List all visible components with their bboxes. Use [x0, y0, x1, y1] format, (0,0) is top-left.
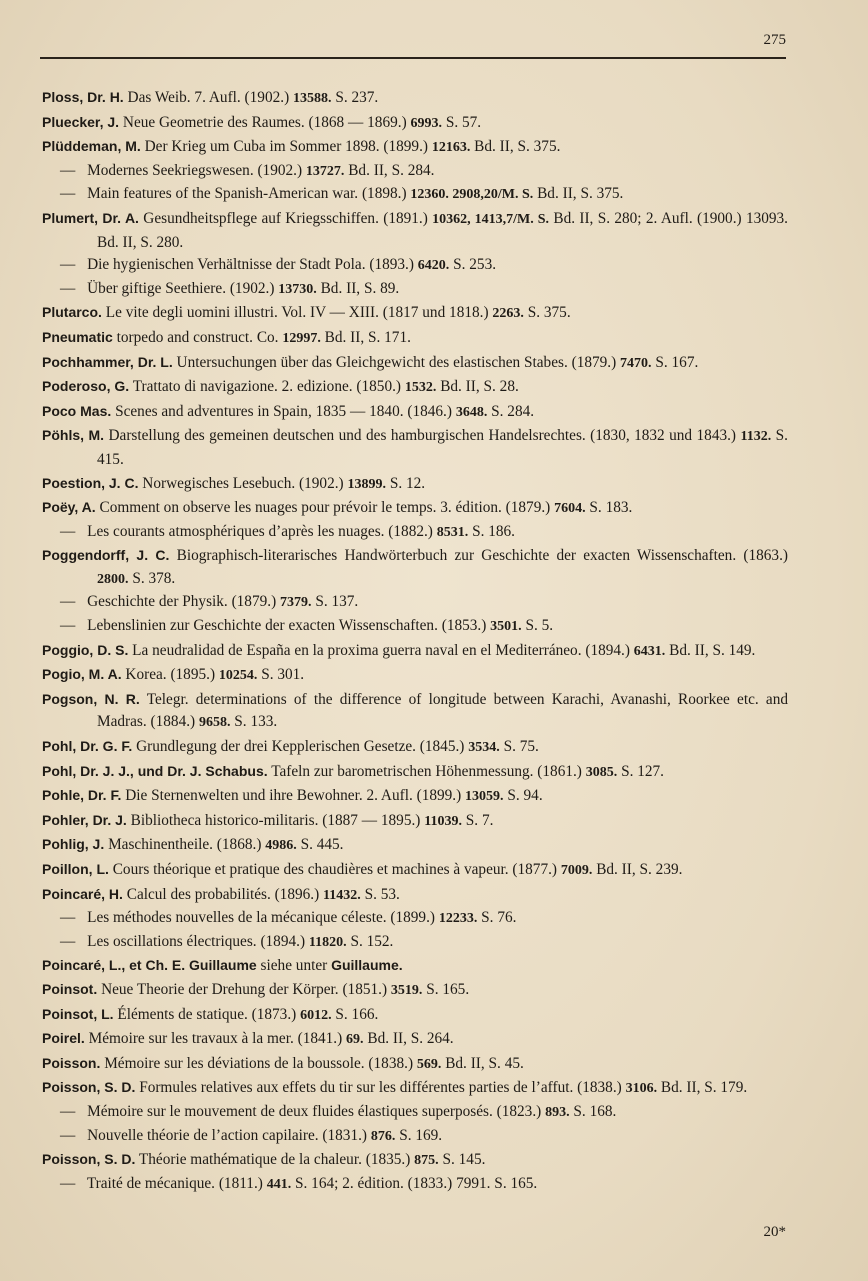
- entry-location: Bd. II, S. 264.: [367, 1030, 454, 1048]
- entry-title: Bibliotheca historico-militaris. (1887 — 1895.): [130, 811, 421, 829]
- entry-catalog-number: 12997.: [282, 330, 321, 346]
- entry-catalog-number: 12360. 2908,20/M. S.: [410, 187, 534, 203]
- index-entry: [42, 400, 788, 425]
- entry-title: Le vite degli uomini illustri. Vol. IV — XIII. (1817 und 1818.): [105, 304, 489, 322]
- index-entry: [42, 351, 788, 376]
- entry-catalog-number: 2263.: [492, 306, 524, 322]
- entry-title: Die hygienischen Verhältnisse der Stadt Pola. (1893.): [87, 256, 414, 274]
- entry-location: Guillaume.: [331, 957, 403, 974]
- index-entry: [42, 760, 788, 785]
- index-entry: [42, 1148, 788, 1173]
- entry-catalog-number: 11820.: [308, 934, 347, 950]
- entry-author: Pohl, Dr. G. F.: [42, 738, 133, 755]
- entry-location: S. 253.: [453, 256, 497, 274]
- entry-catalog-number: 3085.: [585, 764, 618, 780]
- entry-catalog-number: 13588.: [293, 91, 332, 106]
- entry-catalog-number: 12233.: [438, 911, 478, 927]
- index-entry: [42, 278, 788, 302]
- entry-author: Pluecker, J.: [42, 113, 120, 130]
- entry-location: S. 75.: [503, 738, 539, 756]
- entry-location: S. 94.: [507, 787, 543, 805]
- index-entry: [42, 978, 788, 1003]
- entry-catalog-number: 6431.: [633, 643, 666, 659]
- entry-location: S. 152.: [350, 932, 394, 950]
- entry-title: Untersuchungen über das Gleichgewicht des elastischen Stabes. (1879.): [176, 353, 617, 371]
- entry-author: Poincaré, L., et Ch. E. Guillaume: [42, 957, 257, 974]
- ditto-dash: —: [60, 593, 76, 611]
- entry-author: Pogson, N. R.: [42, 690, 140, 707]
- entry-catalog-number: 12163.: [431, 140, 471, 156]
- entry-author: Pohler, Dr. J.: [42, 811, 127, 828]
- header-rule: [40, 57, 786, 59]
- entry-title: Éléments de statique. (1873.): [117, 1005, 297, 1023]
- entry-author: Poggendorff, J. C.: [42, 547, 170, 564]
- entry-catalog-number: 6993.: [410, 115, 442, 131]
- entry-author: Poisson.: [42, 1054, 101, 1071]
- entry-title: Modernes Seekriegswesen. (1902.): [87, 161, 303, 179]
- ditto-dash: —: [60, 1102, 76, 1120]
- entry-location: S. 445.: [300, 836, 344, 854]
- entry-author: Poderoso, G.: [42, 378, 130, 395]
- entry-title: Trattato di navigazione. 2. edizione. (1850.): [132, 378, 402, 396]
- entry-location: S. 5.: [525, 617, 554, 635]
- index-entry: [42, 883, 788, 908]
- entry-author: Poisson, S. D.: [42, 1079, 136, 1096]
- entry-catalog-number: 7470.: [620, 355, 652, 371]
- index-entry: [42, 954, 788, 978]
- entry-title: Mémoire sur les déviations de la boussole. (1838.): [104, 1054, 414, 1072]
- entry-location: S. 12.: [389, 474, 426, 492]
- entry-location: S. 378.: [132, 569, 176, 587]
- entry-location: Bd. II, S. 375.: [537, 185, 624, 203]
- index-entry: [42, 784, 788, 809]
- index-entry: [42, 111, 788, 136]
- entry-title: siehe unter: [260, 957, 328, 975]
- ditto-dash: —: [60, 522, 76, 540]
- entry-catalog-number: 10254.: [218, 668, 258, 684]
- index-entry: [42, 135, 788, 160]
- entry-author: Poggio, D. S.: [42, 641, 129, 658]
- ditto-dash: —: [60, 1174, 76, 1192]
- entry-title: Darstellung des gemeinen deutschen und des hamburgischen Handelsrechtes. (1830, 1832 und 1843.): [108, 427, 737, 445]
- entry-catalog-number: 7604.: [554, 501, 586, 517]
- entry-title: Scenes and adventures in Spain, 1835 — 1840. (1846.): [115, 402, 452, 420]
- entry-catalog-number: 893.: [545, 1104, 570, 1120]
- entry-title: Nouvelle théorie de l’action capilaire. (1831.): [87, 1126, 368, 1144]
- entry-location: Bd. II, S. 179.: [660, 1079, 748, 1097]
- signature-mark: 20*: [763, 1224, 786, 1240]
- entry-location: Bd. II, S. 28.: [440, 378, 519, 396]
- entry-author: Poirel.: [42, 1030, 85, 1047]
- index-entry: [42, 472, 788, 497]
- index-entry: [42, 639, 788, 664]
- entry-title: Biographisch-literarisches Handwörterbuch zur Geschichte der exacten Wissenschaften. (1863.): [176, 547, 788, 565]
- entry-location: S. 53.: [364, 885, 400, 903]
- entry-location: S. 57.: [445, 113, 482, 131]
- entry-catalog-number: 7009.: [560, 863, 593, 878]
- index-entries: [42, 86, 788, 1196]
- entry-location: Bd. II, S. 284.: [348, 161, 435, 179]
- entry-title: Neue Geometrie des Raumes. (1868 — 1869.): [122, 113, 407, 131]
- entry-title: Die Sternenwelten und ihre Bewohner. 2. Aufl. (1899.): [125, 787, 462, 805]
- entry-author: Poëy, A.: [42, 499, 96, 516]
- entry-title: Mémoire sur les travaux à la mer. (1841.): [88, 1030, 343, 1048]
- ditto-dash: —: [60, 617, 76, 635]
- entry-author: Poisson, S. D.: [42, 1151, 136, 1168]
- index-entry: [42, 1125, 788, 1149]
- index-entry: [42, 521, 788, 545]
- entry-location: Bd. II, S. 375.: [474, 138, 561, 156]
- entry-title: Cours théorique et pratique des chaudières et machines à vapeur. (1877.): [112, 861, 558, 878]
- entry-location: S. 415.: [97, 427, 788, 468]
- entry-title: Traité de mécanique. (1811.): [86, 1174, 263, 1192]
- index-entry: [42, 1076, 788, 1101]
- entry-location: S. 169.: [399, 1126, 443, 1144]
- entry-title: Formules relatives aux effets du tir sur les différentes parties de l’affut. (1838.): [139, 1079, 622, 1097]
- entry-location: Bd. II, S. 89.: [320, 279, 400, 297]
- index-entry: [42, 1052, 788, 1077]
- ditto-dash: —: [60, 161, 76, 179]
- entry-location: Bd. II, S. 149.: [669, 641, 756, 659]
- index-entry: [42, 615, 788, 639]
- index-entry: [42, 1101, 788, 1125]
- entry-location: Bd. II, S. 280; 2. Aufl. (1900.) 13093. Bd. II, S. 280.: [97, 209, 789, 251]
- entry-catalog-number: 13899.: [347, 476, 386, 492]
- index-entry: [42, 1027, 788, 1052]
- index-entry: [42, 931, 788, 955]
- entry-location: S. 166.: [335, 1005, 379, 1023]
- entry-author: Pohle, Dr. F.: [42, 787, 122, 804]
- entry-title: Les courants atmosphériques d’après les nuages. (1882.): [87, 522, 433, 540]
- entry-location: S. 7.: [465, 811, 494, 829]
- entry-author: Pohl, Dr. J. J., und Dr. J. Schabus.: [42, 762, 268, 779]
- entry-author: Pöhls, M.: [42, 427, 105, 444]
- ditto-dash: —: [60, 1126, 76, 1144]
- entry-author: Poestion, J. C.: [42, 474, 139, 491]
- entry-author: Plutarco.: [42, 304, 102, 321]
- entry-author: Pohlig, J.: [42, 836, 105, 853]
- entry-author: Poincaré, H.: [42, 885, 123, 902]
- entry-catalog-number: 6012.: [300, 1007, 332, 1023]
- index-entry: [42, 86, 788, 111]
- entry-catalog-number: 13727.: [305, 163, 345, 179]
- entry-catalog-number: 569.: [416, 1056, 442, 1072]
- entry-catalog-number: 10362, 1413,7/M. S.: [432, 211, 550, 227]
- entry-title: Calcul des probabilités. (1896.): [126, 885, 320, 903]
- entry-author: Poillon, L.: [42, 861, 109, 877]
- entry-catalog-number: 875.: [414, 1153, 439, 1169]
- entry-location: S. 165.: [426, 980, 470, 998]
- entry-title: Maschinentheile. (1868.): [108, 836, 262, 854]
- index-entry: [42, 809, 788, 834]
- index-entry: [42, 688, 788, 735]
- entry-catalog-number: 11039.: [424, 813, 462, 829]
- entry-title: Les oscillations électriques. (1894.): [87, 932, 306, 950]
- index-entry: [42, 544, 788, 591]
- index-entry: [42, 907, 788, 931]
- index-entry: [42, 326, 788, 351]
- entry-author: Poinsot.: [42, 980, 98, 997]
- index-entry: [42, 375, 788, 400]
- entry-location: S. 168.: [573, 1102, 617, 1120]
- entry-location: S. 167.: [655, 353, 699, 371]
- entry-catalog-number: 3534.: [468, 740, 500, 756]
- entry-catalog-number: 69.: [346, 1032, 364, 1048]
- entry-catalog-number: 3519.: [390, 982, 423, 998]
- entry-title: Gesundheitspflege auf Kriegsschiffen. (1891.): [143, 209, 428, 227]
- entry-title: Korea. (1895.): [125, 666, 216, 684]
- entry-catalog-number: 1532.: [404, 380, 437, 396]
- ditto-dash: —: [60, 279, 76, 297]
- entry-location: S. 183.: [589, 499, 633, 517]
- entry-title: Main features of the Spanish-American war. (1898.): [87, 185, 407, 203]
- entry-location: S. 145.: [442, 1151, 486, 1169]
- entry-location: S. 186.: [472, 522, 515, 540]
- entry-title: Tafeln zur barometrischen Höhenmessung. (1861.): [271, 762, 582, 780]
- index-entry: [42, 1173, 788, 1197]
- index-entry: [42, 254, 788, 278]
- entry-title: torpedo and construct. Co.: [116, 328, 279, 346]
- entry-title: Mémoire sur le mouvement de deux fluides élastiques superposés. (1823.): [87, 1102, 542, 1120]
- entry-catalog-number: 3106.: [625, 1081, 658, 1097]
- entry-location: Bd. II, S. 171.: [324, 328, 411, 346]
- entry-title: Norwegisches Lesebuch. (1902.): [142, 474, 344, 492]
- entry-author: Pneumatic: [42, 328, 113, 345]
- entry-title: Comment on observe les nuages pour prévoir le temps. 3. édition. (1879.): [99, 499, 551, 517]
- entry-author: Plüddeman, M.: [42, 138, 141, 155]
- index-entry: [42, 160, 788, 184]
- page-number: 275: [763, 32, 786, 48]
- index-entry: [42, 183, 788, 207]
- entry-title: Grundlegung der drei Kepplerischen Gesetze. (1845.): [136, 738, 465, 756]
- entry-title: Geschichte der Physik. (1879.): [87, 593, 277, 611]
- index-entry: [42, 496, 788, 521]
- entry-location: S. 375.: [527, 304, 571, 322]
- index-entry: [42, 858, 788, 883]
- entry-location: S. 284.: [491, 402, 535, 420]
- entry-catalog-number: 13730.: [278, 281, 317, 297]
- index-entry: [42, 663, 788, 688]
- entry-location: S. 164; 2. édition. (1833.) 7991. S. 165.: [295, 1174, 538, 1192]
- entry-title: La neudralidad de España en la proxima guerra naval en el Mediterráneo. (1894.): [132, 641, 630, 659]
- ditto-dash: —: [60, 185, 76, 203]
- entry-location: S. 237.: [335, 89, 379, 106]
- entry-author: Plumert, Dr. A.: [42, 209, 139, 226]
- index-entry: [42, 1003, 788, 1028]
- entry-catalog-number: 8531.: [436, 524, 469, 540]
- entry-catalog-number: 3648.: [455, 404, 488, 420]
- entry-location: S. 137.: [315, 593, 359, 611]
- entry-author: Pogio, M. A.: [42, 666, 122, 683]
- entry-author: Poco Mas.: [42, 402, 112, 419]
- ditto-dash: —: [60, 909, 76, 927]
- entry-location: Bd. II, S. 239.: [596, 861, 683, 878]
- entry-title: Neue Theorie der Drehung der Körper. (1851.): [101, 980, 388, 998]
- index-entry: [42, 301, 788, 326]
- entry-catalog-number: 876.: [370, 1128, 396, 1144]
- entry-catalog-number: 7379.: [280, 595, 312, 611]
- entry-location: S. 301.: [261, 666, 305, 684]
- entry-catalog-number: 13059.: [465, 789, 504, 805]
- entry-catalog-number: 9658.: [198, 715, 231, 731]
- entry-catalog-number: 3501.: [490, 619, 522, 635]
- entry-catalog-number: 441.: [266, 1176, 292, 1192]
- index-entry: [42, 833, 788, 858]
- entry-title: Lebenslinien zur Geschichte der exacten Wissenschaften. (1853.): [87, 617, 487, 635]
- entry-author: Poinsot, L.: [42, 1005, 114, 1022]
- entry-author: Ploss, Dr. H.: [42, 89, 124, 105]
- entry-catalog-number: 4986.: [265, 838, 297, 854]
- entry-catalog-number: 2800.: [97, 571, 129, 587]
- index-entry: [42, 207, 788, 254]
- entry-title: Der Krieg um Cuba im Sommer 1898. (1899.): [144, 138, 428, 156]
- entry-location: S. 76.: [481, 909, 517, 927]
- entry-author: Pochhammer, Dr. L.: [42, 353, 173, 370]
- index-entry: [42, 424, 788, 471]
- ditto-dash: —: [60, 932, 76, 950]
- entry-catalog-number: 11432.: [323, 887, 361, 903]
- entry-title: Das Weib. 7. Aufl. (1902.): [127, 89, 290, 106]
- entry-catalog-number: 1132.: [740, 429, 772, 445]
- entry-title: Théorie mathématique de la chaleur. (1835.): [138, 1151, 411, 1169]
- entry-location: Bd. II, S. 45.: [445, 1054, 524, 1072]
- entry-title: Les méthodes nouvelles de la mécanique céleste. (1899.): [87, 909, 436, 927]
- entry-title: Über giftige Seethiere. (1902.): [87, 279, 275, 297]
- entry-location: S. 133.: [234, 713, 278, 731]
- entry-catalog-number: 6420.: [417, 258, 450, 274]
- index-entry: [42, 735, 788, 760]
- index-entry: [42, 591, 788, 615]
- entry-location: S. 127.: [621, 762, 664, 780]
- ditto-dash: —: [60, 256, 76, 274]
- entry-title: Telegr. determinations of the difference of longitude between Karachi, Avanashi, Roorkee etc. and Madras. (1884.): [97, 690, 788, 731]
